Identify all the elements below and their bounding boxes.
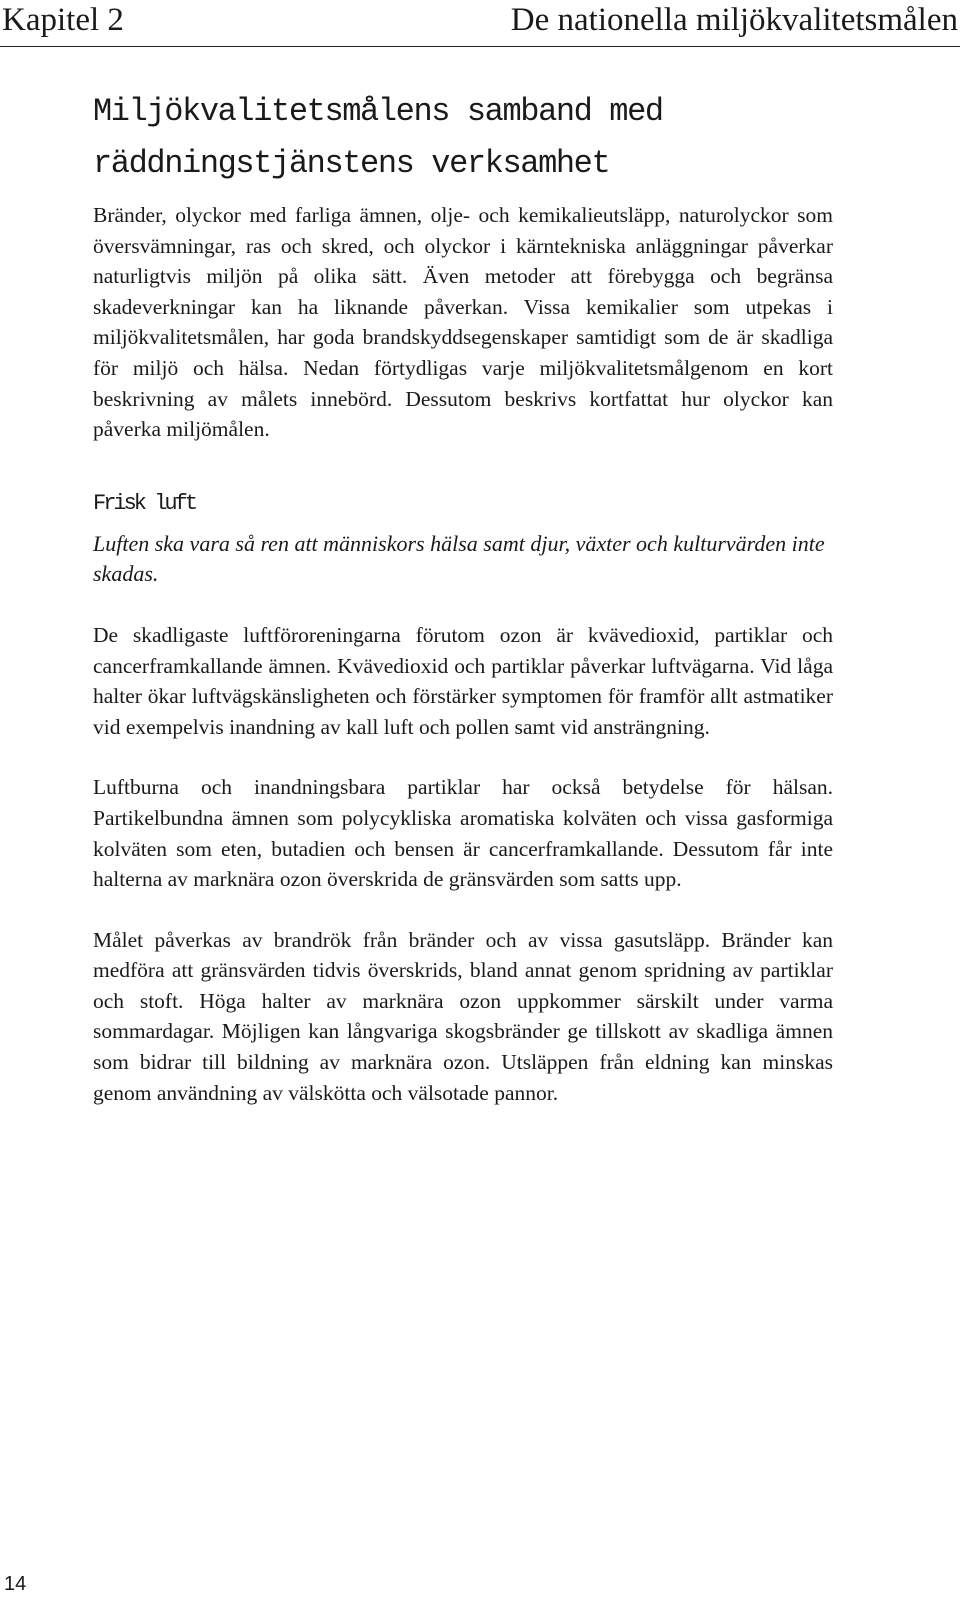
body-paragraph-1: De skadligaste luftföroreningarna förutom ozon är kvävedioxid, partiklar och cancerframkallande ämnen. Kvävedioxid och partiklar påverkar luftvägarna. Vid låga halter ökar luftvägskänsligheten och förstärker symptomen för framför allt astmatiker vid exempelvis inandning av kall luft och pollen samt vid ansträngning. <box>93 622 833 739</box>
body-paragraph-3: Målet påverkas av brandrök från bränder och av vissa gasutsläpp. Bränder kan medföra att gränsvärden tidvis överskrids, bland annat genom spridning av partiklar och stoft. Höga halter av marknära ozon uppkommer särskilt under varma sommardagar. Möjligen kan långvariga skogsbränder ge tillskott av skadliga ämnen som bidrar till bildning av marknära ozon. Utsläppen från eldning kan minskas genom användning av välskötta och välsotade pannor. <box>93 927 833 1105</box>
section-heading: Miljökvalitetsmålens samband med räddningstjänstens verksamhet <box>93 93 663 182</box>
page-content <box>93 86 833 1108</box>
running-header <box>0 0 960 47</box>
intro-paragraph: Bränder, olyckor med farliga ämnen, olje- och kemikalieutsläpp, naturolyckor som översvämningar, ras och skred, och olyckor i kärntekniska anläggningar påverkar naturligtvis miljön på olika sätt. Även metoder att förebygga och begränsa skadeverkningar kan ha liknande påverkan. Vissa kemikalier som utpekas i miljökvalitetsmålen, har goda brandskyddsegenskaper samtidigt som de är skadliga för miljö och hälsa. Nedan förtydligas varje miljökvalitetsmålgenom en kort beskrivning av målets innebörd. Dessutom beskrivs kortfattat hur olyckor kan påverka miljömålen. <box>93 203 833 442</box>
chapter-label: Kapitel 2 <box>2 2 124 38</box>
page-number: 14 <box>4 1573 27 1595</box>
body-paragraph-2: Luftburna och inandningsbara partiklar har också betydelse för hälsan. Partikelbundna ämnen som polycykliska aromatiska kolväten och vissa gasformiga kolväten som eten, butadien och bensen är cancerframkallande. Dessutom får inte halterna av marknära ozon överskrida de gränsvärden som satts upp. <box>93 775 833 892</box>
goal-statement: Luften ska vara så ren att människors hälsa samt djur, växter och kulturvärden inte skadas. <box>93 530 825 587</box>
chapter-title: De nationella miljökvalitetsmålen <box>510 2 958 38</box>
subsection-heading: Frisk luft <box>93 490 196 516</box>
